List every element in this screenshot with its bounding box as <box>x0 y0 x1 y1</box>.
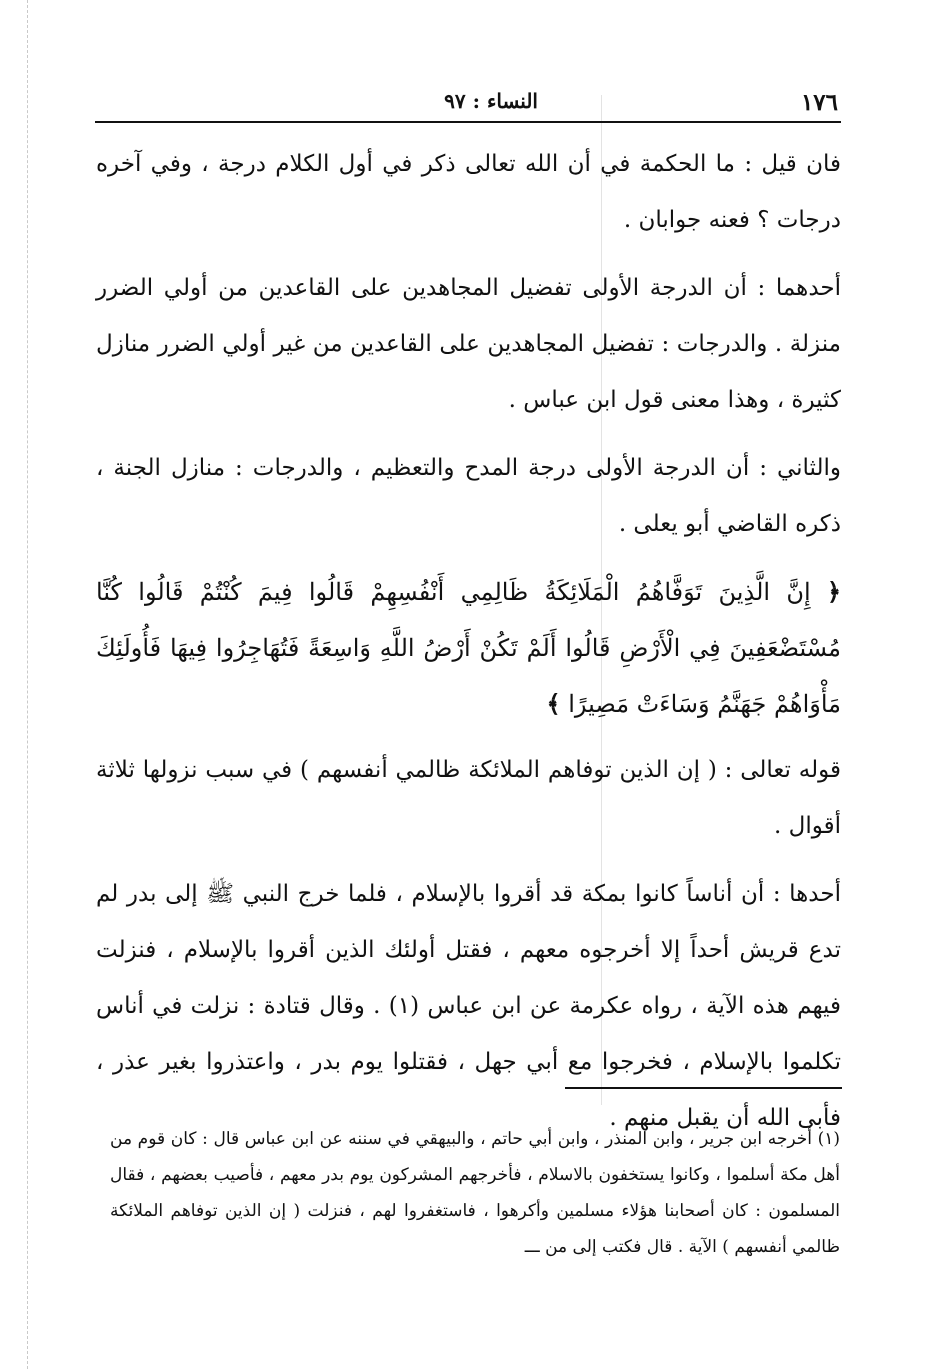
paragraph-occasion: قوله تعالى : ( إن الذين توفاهم الملائكة ظالمي أنفسهم ) في سبب نزولها ثلاثة أقوال . <box>96 757 841 839</box>
footnote: (١) أخرجه ابن جرير ، وابن المنذر ، وابن أبي حاتم ، والبيهقي في سننه عن ابن عباس قال : كان قوم من أهل مكة أسلموا ، وكانوا يستخفون بالاسلام ، فأخرجهم المشركون يوم بدر معهم ، فأصيب بعضهم ، فقال المسلمون : كان أصحابنا هؤلاء مسلمين وأكرهوا ، فاستغفروا لهم ، فنزلت ( إن الذين توفاهم الملائكة ظالمي أنفسهم ) الآية . قال فكتب إلى من ـــ <box>110 1129 840 1257</box>
paragraph-first-answer: أحدهما : أن الدرجة الأولى تفضيل المجاهدين على القاعدين من أولي الضرر منزلة . والدرجات : تفضيل المجاهدين على القاعدين من غير أولي الضرر منازل كثيرة ، وهذا معنى قول ابن عباس . <box>96 275 841 413</box>
paragraph-first-saying: أحدها : أن أناساً كانوا بمكة قد أقروا بالإسلام ، فلما خرج النبي ﷺ إلى بدر لم تدع قريش أحداً إلا أخرجوه معهم ، فقتل أولئك الذين أقروا بالإسلام ، فنزلت فيهم هذه الآية ، رواه عكرمة عن ابن عباس (١) . وقال قتادة : نزلت في أناس تكلموا بالإسلام ، فخرجوا مع أبي جهل ، فقتلوا يوم بدر ، واعتذروا بغير عذر ، فأبى الله أن يقبل منهم . <box>96 881 841 1131</box>
quran-verse <box>96 564 841 732</box>
verse-open-bracket: ﴿ <box>826 577 841 606</box>
verse-text: إِنَّ الَّذِينَ تَوَفَّاهُمُ الْمَلَائِكَةُ ظَالِمِي أَنْفُسِهِمْ قَالُوا فِيمَ كُنْتُمْ قَالُوا كُنَّا مُسْتَضْعَفِينَ فِي الْأَرْضِ قَالُوا أَلَمْ تَكُنْ أَرْضُ اللَّهِ وَاسِعَةً فَتُهَاجِرُوا فِيهَا فَأُولَئِكَ مَأْوَاهُمْ جَهَنَّمُ وَسَاءَتْ مَصِيرًا <box>96 578 841 718</box>
running-title: النساء : ٩٧ <box>444 89 538 113</box>
header-rule <box>95 121 841 123</box>
page-number: ١٧٦ <box>800 89 838 116</box>
paragraph-second-answer: والثاني : أن الدرجة الأولى درجة المدح والتعظيم ، والدرجات : منازل الجنة ، ذكره القاضي أبو يعلى . <box>96 455 841 537</box>
scan-edge-line <box>27 0 28 1369</box>
verse-close-bracket: ﴾ <box>546 689 561 718</box>
footnote-rule <box>565 1087 842 1089</box>
main-text <box>96 136 841 1158</box>
paragraph-question: فان قيل : ما الحكمة في أن الله تعالى ذكر في أول الكلام درجة ، وفي آخره درجات ؟ فعنه جوابان . <box>96 151 841 233</box>
page-header <box>96 83 838 119</box>
